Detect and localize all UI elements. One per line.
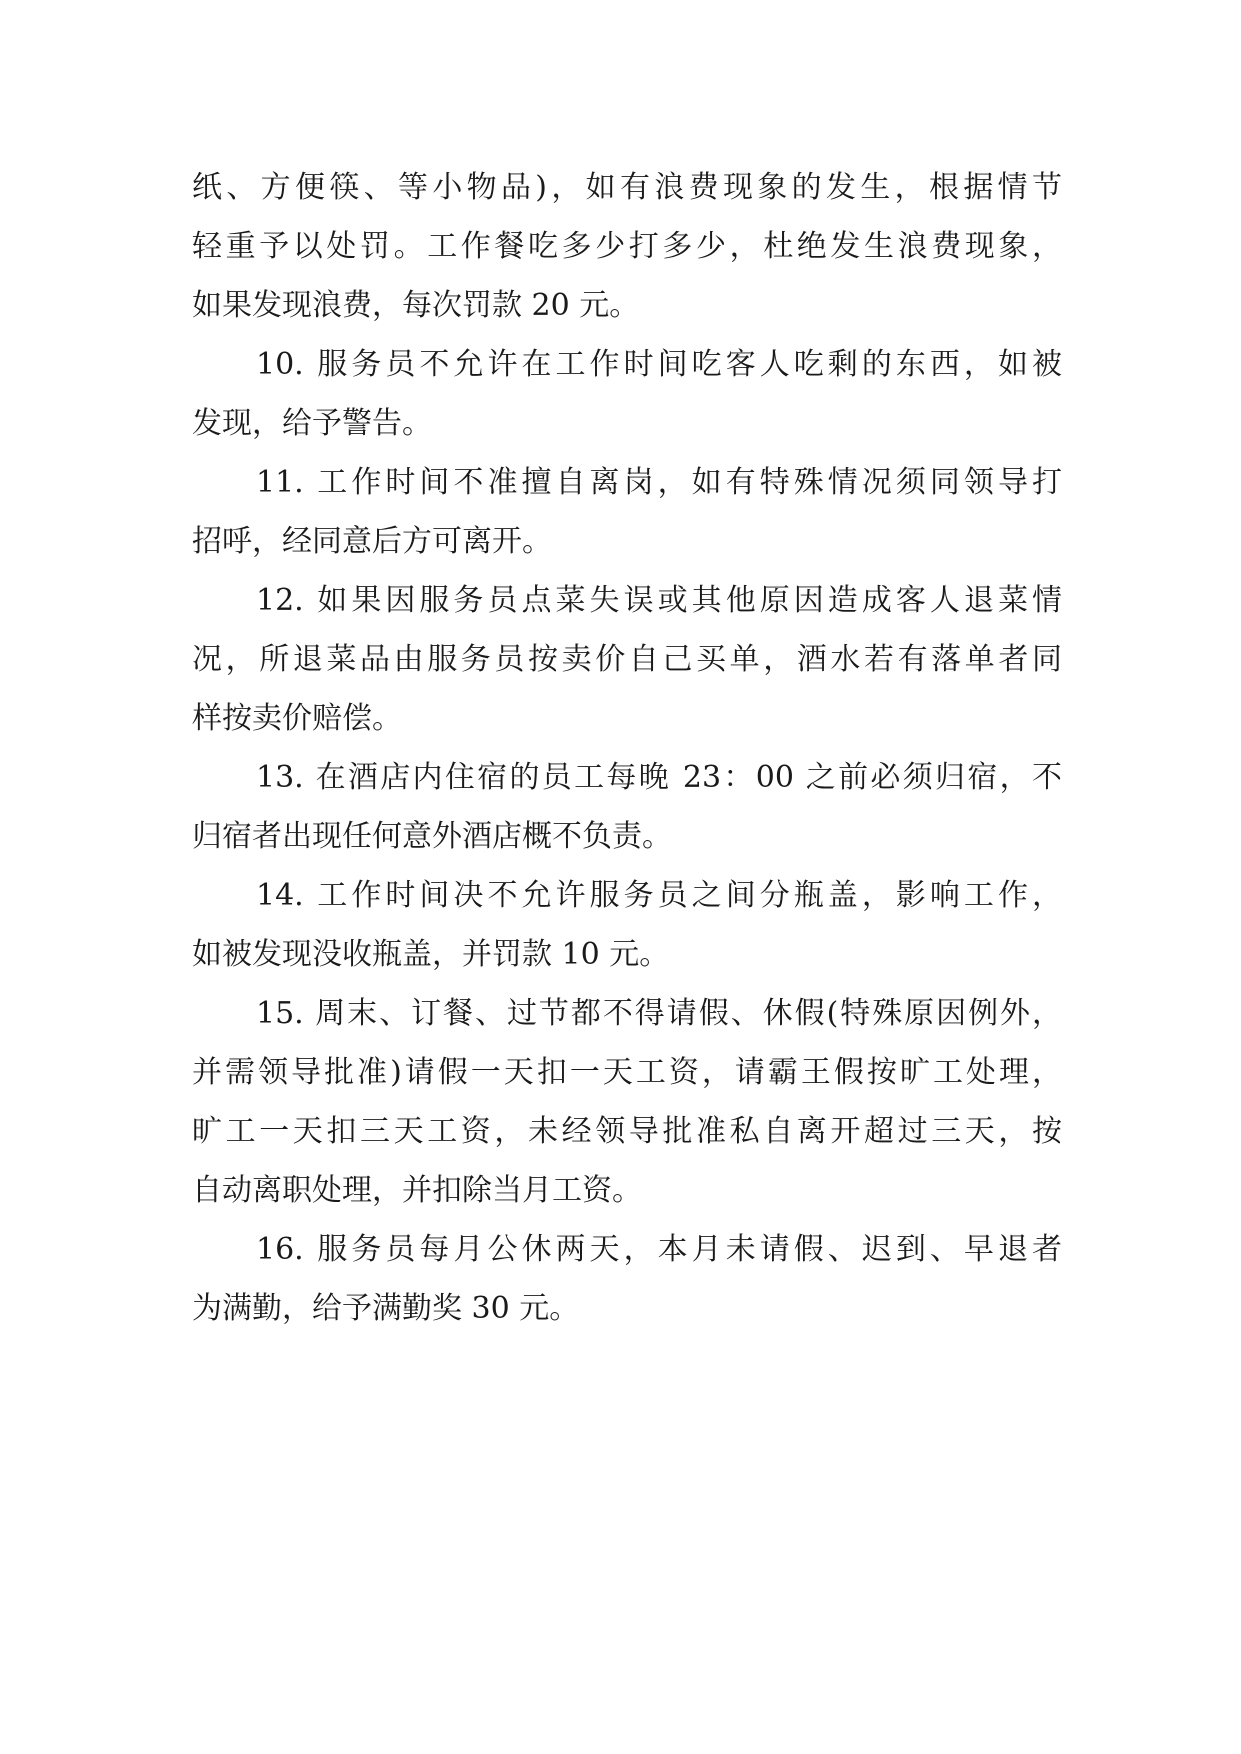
paragraph-14-line-2: 如被发现没收瓶盖，并罚款 10 元。 <box>192 937 670 972</box>
paragraph-11-line-2: 招呼，经同意后方可离开。 <box>192 524 552 559</box>
paragraph-9-line-3: 如果发现浪费，每次罚款 20 元。 <box>192 288 640 323</box>
paragraph-10-line-2: 发现，给予警告。 <box>192 406 432 441</box>
paragraph-16-line-1: 16. 服务员每月公休两天，本月未请假、迟到、早退者 <box>256 1232 1062 1267</box>
paragraph-16-line-2: 为满勤，给予满勤奖 30 元。 <box>192 1291 580 1326</box>
paragraph-15-line-4: 自动离职处理，并扣除当月工资。 <box>192 1173 642 1208</box>
paragraph-14-line-1: 14. 工作时间决不允许服务员之间分瓶盖，影响工作， <box>256 878 1062 913</box>
paragraph-15-line-1: 15. 周末、订餐、过节都不得请假、休假(特殊原因例外， <box>256 996 1062 1031</box>
paragraph-15-line-3: 旷工一天扣三天工资，未经领导批准私自离开超过三天，按 <box>192 1114 1062 1149</box>
paragraph-12-line-2: 况，所退菜品由服务员按卖价自己买单，酒水若有落单者同 <box>192 642 1062 677</box>
paragraph-9-line-1: 纸、方便筷、等小物品)，如有浪费现象的发生，根据情节 <box>192 170 1062 205</box>
paragraph-9-line-2: 轻重予以处罚。工作餐吃多少打多少，杜绝发生浪费现象， <box>192 229 1062 264</box>
paragraph-13-line-1: 13. 在酒店内住宿的员工每晚 23：00 之前必须归宿，不 <box>256 760 1062 795</box>
paragraph-11-line-1: 11. 工作时间不准擅自离岗，如有特殊情况须同领导打 <box>256 465 1062 500</box>
paragraph-13-line-2: 归宿者出现任何意外酒店概不负责。 <box>192 819 672 854</box>
paragraph-10-line-1: 10. 服务员不允许在工作时间吃客人吃剩的东西，如被 <box>256 347 1062 382</box>
paragraph-15-line-2: 并需领导批准)请假一天扣一天工资，请霸王假按旷工处理， <box>192 1055 1062 1090</box>
paragraph-12-line-3: 样按卖价赔偿。 <box>192 701 402 736</box>
paragraph-12-line-1: 12. 如果因服务员点菜失误或其他原因造成客人退菜情 <box>256 583 1062 618</box>
